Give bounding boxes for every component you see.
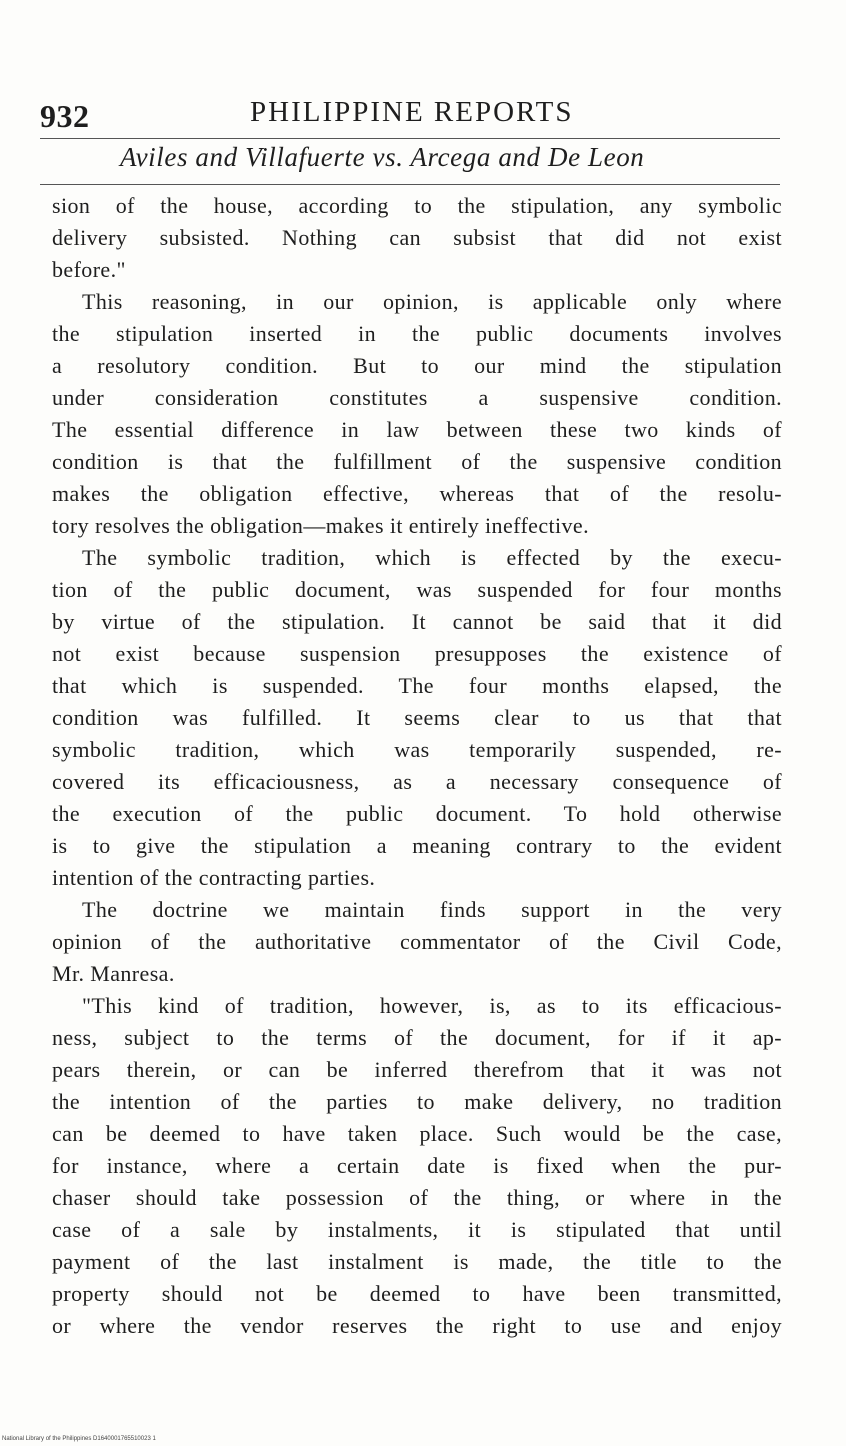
running-title: PHILIPPINE REPORTS <box>250 96 574 128</box>
text-line: This reasoning, in our opinion, is applicable only where <box>82 289 782 314</box>
body-text <box>52 190 782 1342</box>
text-line: payment of the last instalment is made, the title to the <box>52 1249 782 1274</box>
text-line: makes the obligation effective, whereas that of the resolu- <box>52 481 782 506</box>
text-line: that which is suspended. The four months elapsed, the <box>52 673 782 698</box>
text-line: Mr. Manresa. <box>52 961 175 986</box>
text-line: tion of the public document, was suspended for four months <box>52 577 782 602</box>
text-line: case of a sale by instalments, it is stipulated that until <box>52 1217 782 1242</box>
text-line: intention of the contracting parties. <box>52 865 376 890</box>
text-line: or where the vendor reserves the right to use and enjoy <box>52 1313 782 1338</box>
text-line: The essential difference in law between these two kinds of <box>52 417 782 442</box>
page-number: 932 <box>40 98 90 134</box>
case-title: Aviles and Villafuerte vs. Arcega and De Leon <box>120 142 645 172</box>
text-line: tory resolves the obligation—makes it entirely ineffective. <box>52 513 589 538</box>
text-line: the stipulation inserted in the public documents involves <box>52 321 782 346</box>
text-line: can be deemed to have taken place. Such would be the case, <box>52 1121 782 1146</box>
text-line: pears therein, or can be inferred therefrom that it was not <box>52 1057 782 1082</box>
text-line: by virtue of the stipulation. It cannot be said that it did <box>52 609 782 634</box>
text-line: The doctrine we maintain finds support in the very <box>82 897 782 922</box>
text-line: is to give the stipulation a meaning contrary to the evident <box>52 833 782 858</box>
text-line: delivery subsisted. Nothing can subsist that did not exist <box>52 225 782 250</box>
page-header <box>40 92 780 136</box>
text-line: The symbolic tradition, which is effected by the execu- <box>82 545 782 570</box>
text-line: sion of the house, according to the stipulation, any symbolic <box>52 193 782 218</box>
header-rule-top <box>40 138 780 139</box>
text-line: condition is that the fulfillment of the suspensive condition <box>52 449 782 474</box>
text-line: before." <box>52 257 126 282</box>
text-line: the intention of the parties to make delivery, no tradition <box>52 1089 782 1114</box>
text-line: opinion of the authoritative commentator of the Civil Code, <box>52 929 782 954</box>
text-line: ness, subject to the terms of the document, for if it ap- <box>52 1025 782 1050</box>
text-line: symbolic tradition, which was temporarily suspended, re- <box>52 737 782 762</box>
text-line: covered its efficaciousness, as a necessary consequence of <box>52 769 782 794</box>
text-line: "This kind of tradition, however, is, as to its efficacious- <box>82 993 782 1018</box>
text-line: under consideration constitutes a suspensive condition. <box>52 385 782 410</box>
text-line: chaser should take possession of the thing, or where in the <box>52 1185 782 1210</box>
text-line: property should not be deemed to have been transmitted, <box>52 1281 782 1306</box>
header-rule-bottom <box>40 184 780 185</box>
text-line: the execution of the public document. To hold otherwise <box>52 801 782 826</box>
text-line: for instance, where a certain date is fixed when the pur- <box>52 1153 782 1178</box>
source-footer-note: National Library of the Philippines D1640001765510023 1 <box>2 1436 156 1442</box>
text-line: a resolutory condition. But to our mind the stipulation <box>52 353 782 378</box>
text-line: condition was fulfilled. It seems clear to us that that <box>52 705 782 730</box>
text-line: not exist because suspension presupposes the existence of <box>52 641 782 666</box>
